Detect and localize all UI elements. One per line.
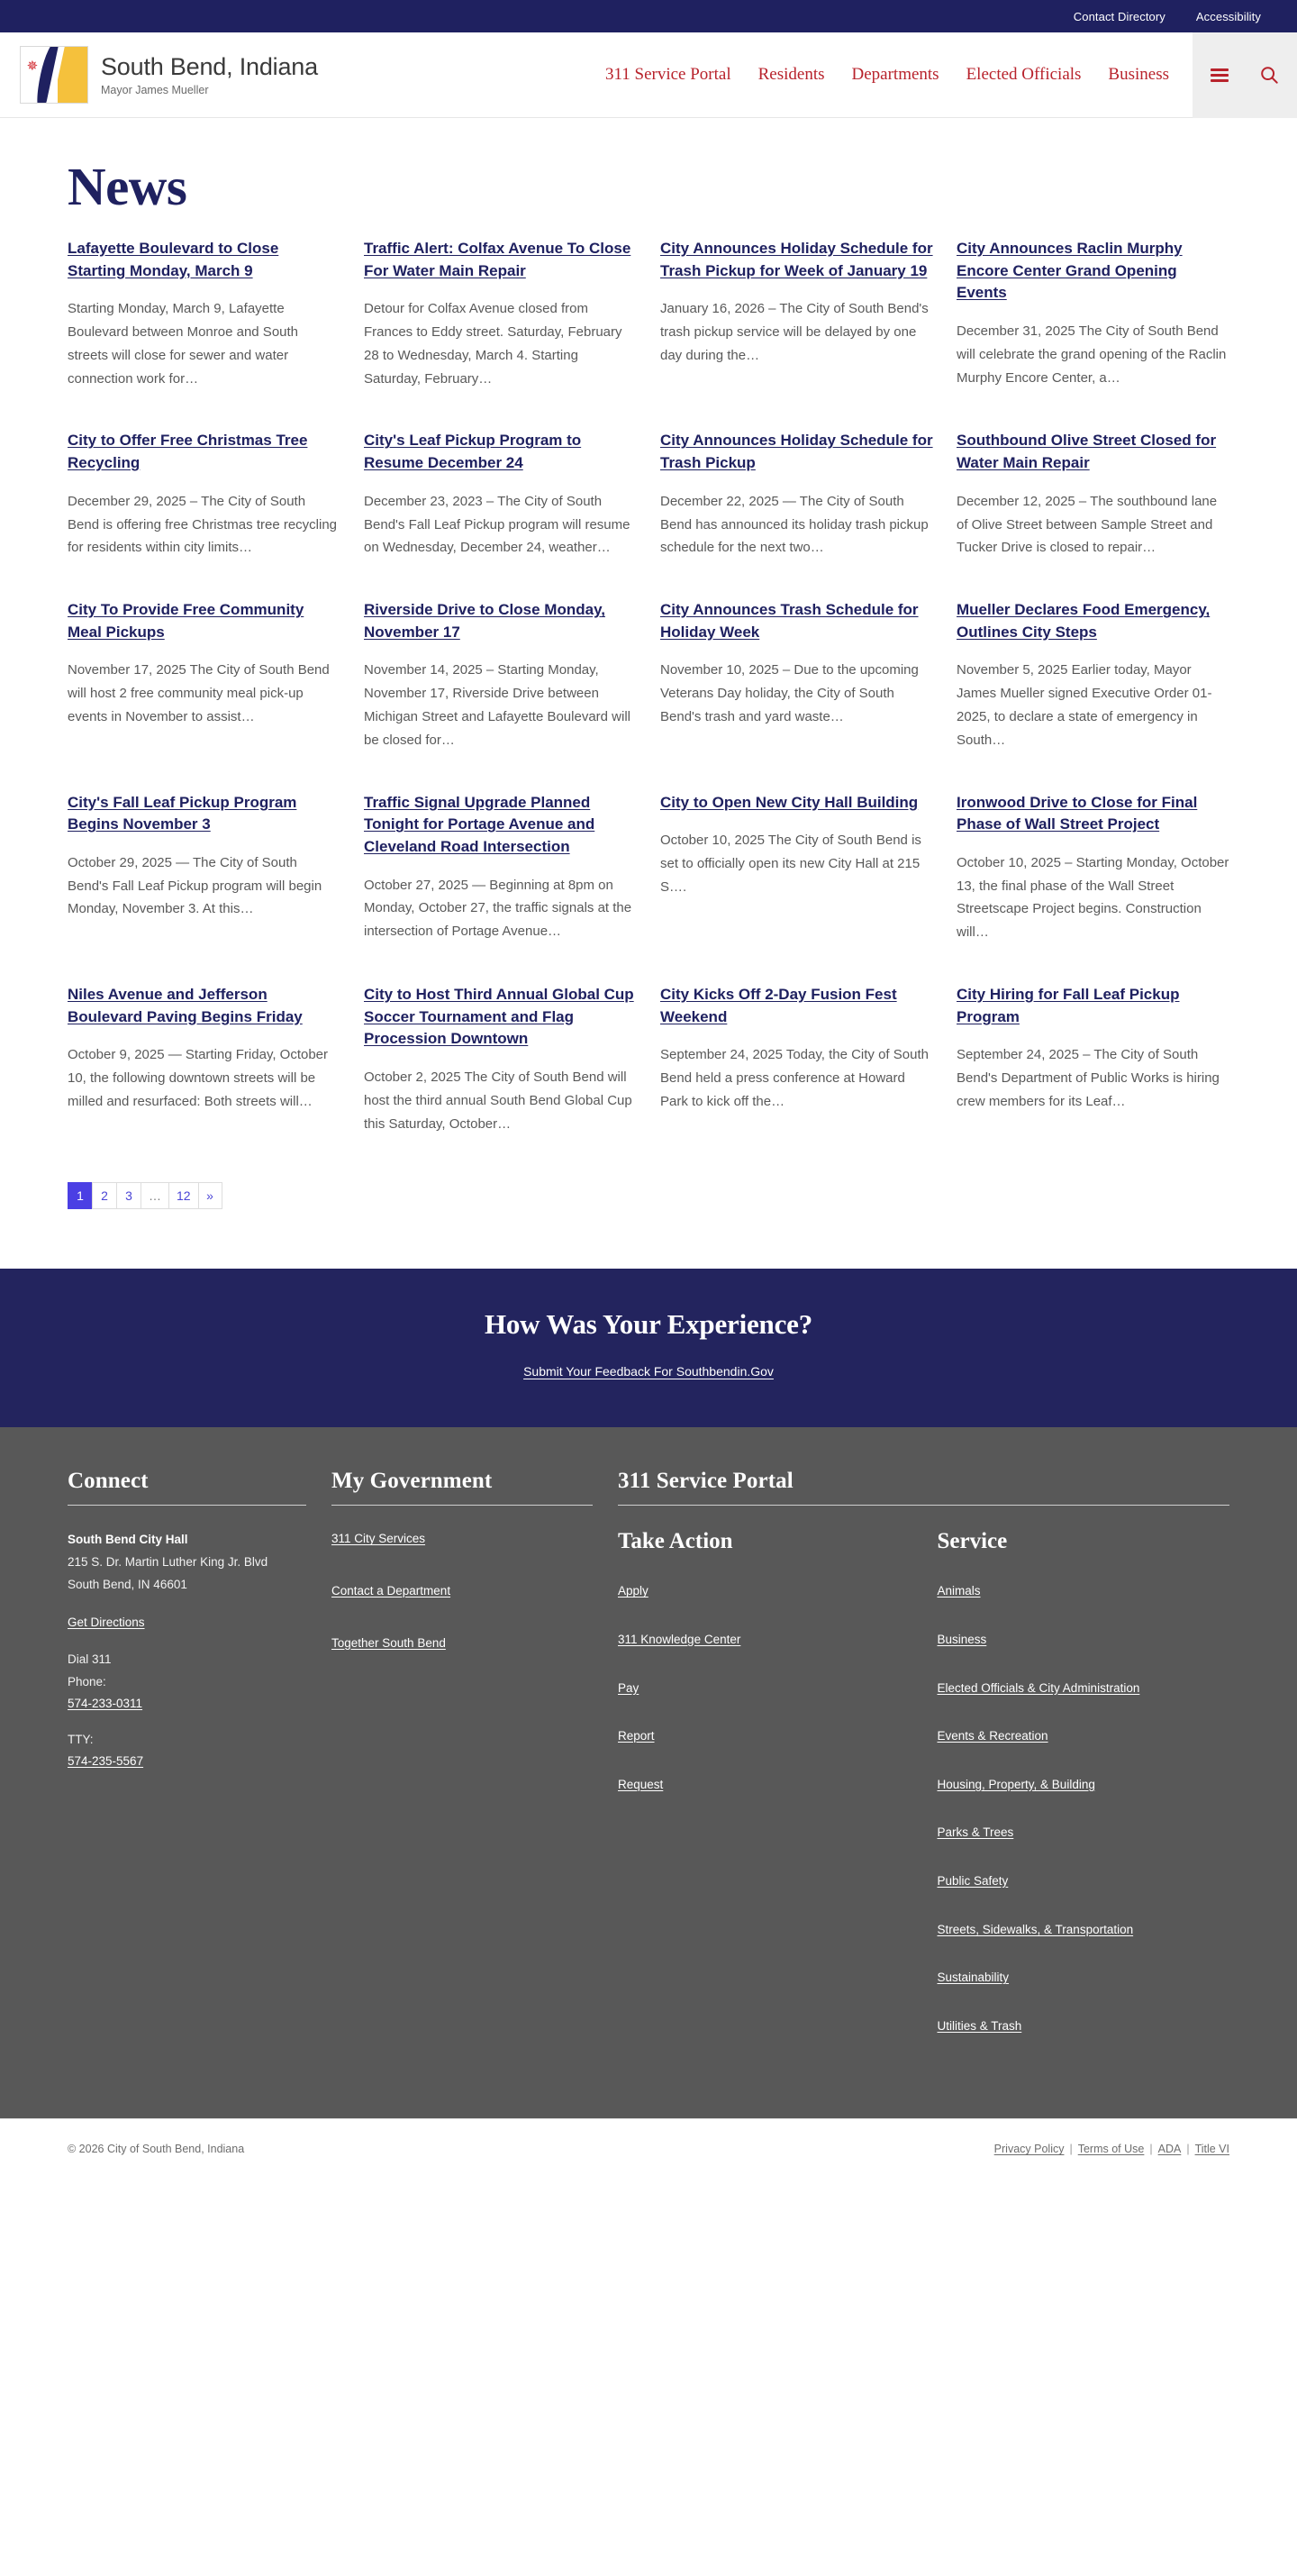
footer-column-portal (618, 1469, 1229, 2064)
get-directions-link[interactable]: Get Directions (68, 1616, 145, 1630)
news-item-title-wrap (364, 430, 637, 474)
service-link-animals[interactable]: Animals (937, 1584, 981, 1598)
news-item-title-wrap (660, 984, 933, 1028)
service-heading: Service (937, 1529, 1008, 1554)
search-icon (1259, 65, 1279, 85)
news-item-excerpt: October 9, 2025 — Starting Friday, October 10, the following downtown streets will be milled and resurfaced: Both streets will… (68, 1047, 329, 1109)
news-item-title-wrap (957, 984, 1229, 1028)
legal-link-privacy-policy[interactable]: Privacy Policy (993, 2143, 1065, 2156)
news-item-title[interactable]: City to Host Third Annual Global Cup Soccer Tournament and Flag Procession Downtown (364, 986, 634, 1048)
phone-link[interactable]: 574-233-0311 (68, 1696, 143, 1710)
gov-link-contact-a-department[interactable]: Contact a Department (331, 1583, 451, 1597)
brand-name: South Bend, Indiana (101, 53, 318, 81)
news-item-excerpt: Starting Monday, March 9, Lafayette Boulevard between Monroe and South streets will close for sewer and water connection work for… (68, 301, 299, 387)
news-item-title-wrap (68, 430, 340, 474)
service-link-streets-sidewalks-transportation[interactable]: Streets, Sidewalks, & Transportation (937, 1922, 1134, 1936)
news-item (364, 430, 637, 599)
news-item-title-wrap (68, 984, 340, 1028)
service-link-elected-officials-city-administration[interactable]: Elected Officials & City Administration (937, 1680, 1140, 1695)
news-item-title-wrap (957, 238, 1229, 305)
news-item-title[interactable]: City's Leaf Pickup Program to Resume December 24 (364, 432, 582, 472)
site-header (0, 32, 1297, 118)
news-item (364, 599, 637, 791)
south-bend-logo-icon (20, 46, 88, 104)
take-action-link-report[interactable]: Report (618, 1729, 655, 1743)
news-item-title-wrap (364, 984, 637, 1051)
star-icon: ✵ (26, 58, 39, 74)
pagination (68, 1182, 1229, 1209)
news-item-excerpt: December 31, 2025 The City of South Bend will celebrate the grand opening of the Raclin Murphy Encore Center, a… (957, 323, 1227, 386)
news-item-excerpt: January 16, 2026 – The City of South Bend's trash pickup service will be delayed by one day during the… (660, 301, 929, 363)
news-item-title[interactable]: City Announces Raclin Murphy Encore Center Grand Opening Events (957, 240, 1183, 302)
take-action-link-311-knowledge-center[interactable]: 311 Knowledge Center (618, 1632, 741, 1646)
news-item (364, 238, 637, 430)
news-item (68, 984, 340, 1175)
pagination-next-button[interactable]: » (198, 1182, 222, 1209)
news-item-excerpt: October 2, 2025 The City of South Bend will host the third annual South Bend Global Cup this Saturday, October… (364, 1070, 632, 1132)
footer-heading-311-service-portal: 311 Service Portal (618, 1469, 794, 1494)
page-main (0, 118, 1297, 1245)
news-item-title[interactable]: Riverside Drive to Close Monday, November 17 (364, 601, 605, 641)
brand-subtitle: Mayor James Mueller (101, 83, 209, 96)
news-item-excerpt: October 27, 2025 — Beginning at 8pm on Monday, October 27, the traffic signals at the intersection of Portage Avenue… (364, 877, 632, 940)
pagination-page-1[interactable]: 1 (68, 1182, 92, 1209)
news-item (957, 599, 1229, 791)
news-item (957, 792, 1229, 984)
legal-link-terms-of-use[interactable]: Terms of Use (1077, 2143, 1145, 2156)
copyright-bar (0, 2118, 1297, 2179)
hamburger-icon (1211, 68, 1229, 82)
city-hall-name: South Bend City Hall (68, 1533, 188, 1547)
news-item (364, 984, 637, 1175)
news-item-title-wrap (68, 792, 340, 836)
news-item-title-wrap (957, 599, 1229, 643)
news-item (68, 599, 340, 791)
service-link-events-recreation[interactable]: Events & Recreation (937, 1729, 1048, 1743)
news-item-title-wrap (660, 792, 933, 815)
nav-item-elected-officials[interactable]: Elected Officials (966, 65, 1082, 84)
header-tools (1193, 32, 1297, 118)
news-item-excerpt: September 24, 2025 Today, the City of South Bend held a press conference at Howard Park to kick off the… (660, 1047, 929, 1109)
divider (618, 1505, 1229, 1506)
legal-link-title-vi[interactable]: Title VI (1194, 2143, 1229, 2156)
pagination-page-2[interactable]: 2 (92, 1182, 116, 1209)
footer-heading-connect: Connect (68, 1469, 149, 1494)
footer-column-connect (68, 1469, 306, 2064)
news-item-title[interactable]: City to Offer Free Christmas Tree Recycling (68, 432, 308, 472)
news-item (68, 792, 340, 984)
news-item-title[interactable]: City Announces Trash Schedule for Holiday Week (660, 601, 919, 641)
news-item-excerpt: December 23, 2023 – The City of South Bend's Fall Leaf Pickup program will resume on Wednesday, December 24, weather… (364, 493, 630, 556)
news-item-title[interactable]: Lafayette Boulevard to Close Starting Monday, March 9 (68, 240, 279, 279)
service-group (938, 1529, 1230, 2064)
news-item-title[interactable]: Ironwood Drive to Close for Final Phase of Wall Street Project (957, 793, 1198, 833)
news-item-excerpt: November 10, 2025 – Due to the upcoming Veterans Day holiday, the City of South Bend's trash and yard waste… (660, 662, 919, 725)
news-item-title-wrap (364, 238, 637, 282)
accessibility-link[interactable]: Accessibility (1195, 9, 1261, 23)
news-item-title-wrap (68, 599, 340, 643)
phone-label: Phone: (68, 1674, 106, 1689)
news-item-title-wrap (68, 238, 340, 282)
news-item-excerpt: September 24, 2025 – The City of South Bend's Department of Public Works is hiring crew members for its Leaf… (957, 1047, 1220, 1109)
news-item-excerpt: Detour for Colfax Avenue closed from Frances to Eddy street. Saturday, February 28 to Wednesday, March 4. Starting Saturday, February… (364, 301, 622, 387)
copyright-text: © 2026 City of South Bend, Indiana (68, 2143, 245, 2156)
divider (68, 1505, 306, 1506)
search-button[interactable] (1256, 61, 1283, 88)
government-links (331, 1529, 593, 1652)
tty-link[interactable]: 574-235-5567 (68, 1754, 144, 1769)
nav-item-311-service-portal[interactable]: 311 Service Portal (604, 65, 731, 84)
service-links (938, 1581, 1230, 2035)
news-item-title[interactable]: City Announces Holiday Schedule for Trash Pickup (660, 432, 933, 472)
news-item-excerpt: October 10, 2025 The City of South Bend is set to officially open its new City Hall at 215 S…. (660, 833, 921, 895)
contact-directory-link[interactable]: Contact Directory (1073, 9, 1165, 23)
news-item-title-wrap (660, 430, 933, 474)
news-item-title[interactable]: Southbound Olive Street Closed for Water Main Repair (957, 432, 1217, 472)
nav-item-departments[interactable]: Departments (851, 65, 939, 84)
divider (331, 1505, 593, 1506)
legal-separator: | (1186, 2143, 1190, 2156)
pagination-page-3[interactable]: 3 (116, 1182, 141, 1209)
footer-heading-my-government: My Government (331, 1469, 493, 1494)
news-item (957, 984, 1229, 1175)
pagination-ellipsis: … (141, 1182, 168, 1209)
legal-separator: | (1069, 2143, 1073, 2156)
gov-link-together-south-bend[interactable]: Together South Bend (331, 1635, 446, 1650)
service-link-business[interactable]: Business (937, 1632, 987, 1646)
dial-311-text: Dial 311 (68, 1652, 112, 1666)
utility-bar (0, 0, 1297, 32)
feedback-band (0, 1269, 1297, 1427)
news-item-title-wrap (660, 599, 933, 643)
news-item-title[interactable]: City to Open New City Hall Building (660, 793, 919, 811)
news-item-title-wrap (364, 792, 637, 859)
news-item (660, 430, 933, 599)
feedback-submit-link[interactable]: Submit Your Feedback For Southbendin.Gov (523, 1364, 774, 1379)
news-item (68, 238, 340, 430)
news-item-excerpt: December 12, 2025 – The southbound lane of Olive Street between Sample Street and Tucker Drive is closed to repair… (957, 493, 1218, 556)
legal-separator: | (1149, 2143, 1153, 2156)
city-hall-address-line2: South Bend, IN 46601 (68, 1578, 187, 1592)
news-item-title[interactable]: Traffic Alert: Colfax Avenue To Close For Water Main Repair (364, 240, 631, 279)
news-item (957, 238, 1229, 430)
tty-label: TTY: (68, 1733, 94, 1747)
news-item-title[interactable]: City Hiring for Fall Leaf Pickup Program (957, 986, 1180, 1025)
news-item (364, 792, 637, 984)
news-item-excerpt: November 14, 2025 – Starting Monday, November 17, Riverside Drive between Michigan Street and Lafayette Boulevard will be closed for… (364, 662, 631, 748)
news-item (660, 238, 933, 430)
news-item-title-wrap (957, 430, 1229, 474)
news-item-title[interactable]: City To Provide Free Community Meal Pickups (68, 601, 304, 641)
news-item-title[interactable]: Traffic Signal Upgrade Planned Tonight for Portage Avenue and Cleveland Road Intersection (364, 793, 595, 855)
take-action-link-request[interactable]: Request (618, 1777, 664, 1791)
news-item-title-wrap (957, 792, 1229, 836)
feedback-heading: How Was Your Experience? (484, 1308, 813, 1341)
take-action-link-apply[interactable]: Apply (618, 1584, 648, 1598)
news-item (660, 792, 933, 984)
news-item (660, 599, 933, 791)
news-grid (68, 238, 1229, 1175)
take-action-group (618, 1529, 911, 2064)
news-item (68, 430, 340, 599)
pagination-page-12[interactable]: 12 (168, 1182, 198, 1209)
page-title: News (68, 157, 187, 216)
site-footer (0, 1427, 1297, 2118)
legal-links (994, 2143, 1229, 2155)
news-item-title[interactable]: Niles Avenue and Jefferson Boulevard Paving Begins Friday (68, 986, 303, 1025)
news-item-title[interactable]: City Announces Holiday Schedule for Trash Pickup for Week of January 19 (660, 240, 933, 279)
site-logo-link[interactable] (0, 46, 318, 104)
news-item-excerpt: December 29, 2025 – The City of South Bend is offering free Christmas tree recycling for residents within city limits… (68, 493, 338, 556)
service-link-public-safety[interactable]: Public Safety (937, 1873, 1009, 1888)
nav-item-business[interactable]: Business (1108, 65, 1169, 84)
news-item-title[interactable]: City's Fall Leaf Pickup Program Begins November 3 (68, 793, 297, 833)
take-action-links (618, 1581, 911, 1794)
main-navigation (605, 65, 1193, 85)
service-link-housing-property-building[interactable]: Housing, Property, & Building (937, 1777, 1095, 1791)
news-item-excerpt: November 17, 2025 The City of South Bend will host 2 free community meal pick-up events in November to assist… (68, 662, 330, 725)
gov-link-311-city-services[interactable]: 311 City Services (331, 1532, 426, 1546)
service-link-sustainability[interactable]: Sustainability (937, 1971, 1010, 1985)
legal-link-ada[interactable]: ADA (1157, 2143, 1182, 2156)
menu-button[interactable] (1207, 65, 1232, 86)
service-link-utilities-trash[interactable]: Utilities & Trash (937, 2018, 1022, 2033)
city-hall-address-line1: 215 S. Dr. Martin Luther King Jr. Blvd (68, 1555, 268, 1570)
news-item-title[interactable]: City Kicks Off 2-Day Fusion Fest Weekend (660, 986, 897, 1025)
nav-item-residents[interactable]: Residents (757, 65, 825, 84)
news-item-excerpt: October 10, 2025 – Starting Monday, October 13, the final phase of the Wall Street Streetscape Project begins. Construction will… (957, 854, 1229, 941)
news-item-excerpt: October 29, 2025 — The City of South Bend's Fall Leaf Pickup program will begin Monday, November 3. At this… (68, 854, 322, 917)
news-item-excerpt: November 5, 2025 Earlier today, Mayor James Mueller signed Executive Order 01-2025, to declare a state of emergency in South… (957, 662, 1212, 748)
footer-column-government (331, 1469, 593, 2064)
take-action-heading: Take Action (618, 1529, 733, 1554)
news-item-title[interactable]: Mueller Declares Food Emergency, Outlines City Steps (957, 601, 1211, 641)
service-link-parks-trees[interactable]: Parks & Trees (937, 1825, 1014, 1840)
news-item-excerpt: December 22, 2025 — The City of South Bend has announced its holiday trash pickup schedule for the next two… (660, 493, 929, 556)
news-item-title-wrap (660, 238, 933, 282)
take-action-link-pay[interactable]: Pay (618, 1680, 639, 1695)
news-item (660, 984, 933, 1175)
news-item-title-wrap (364, 599, 637, 643)
news-item (957, 430, 1229, 599)
